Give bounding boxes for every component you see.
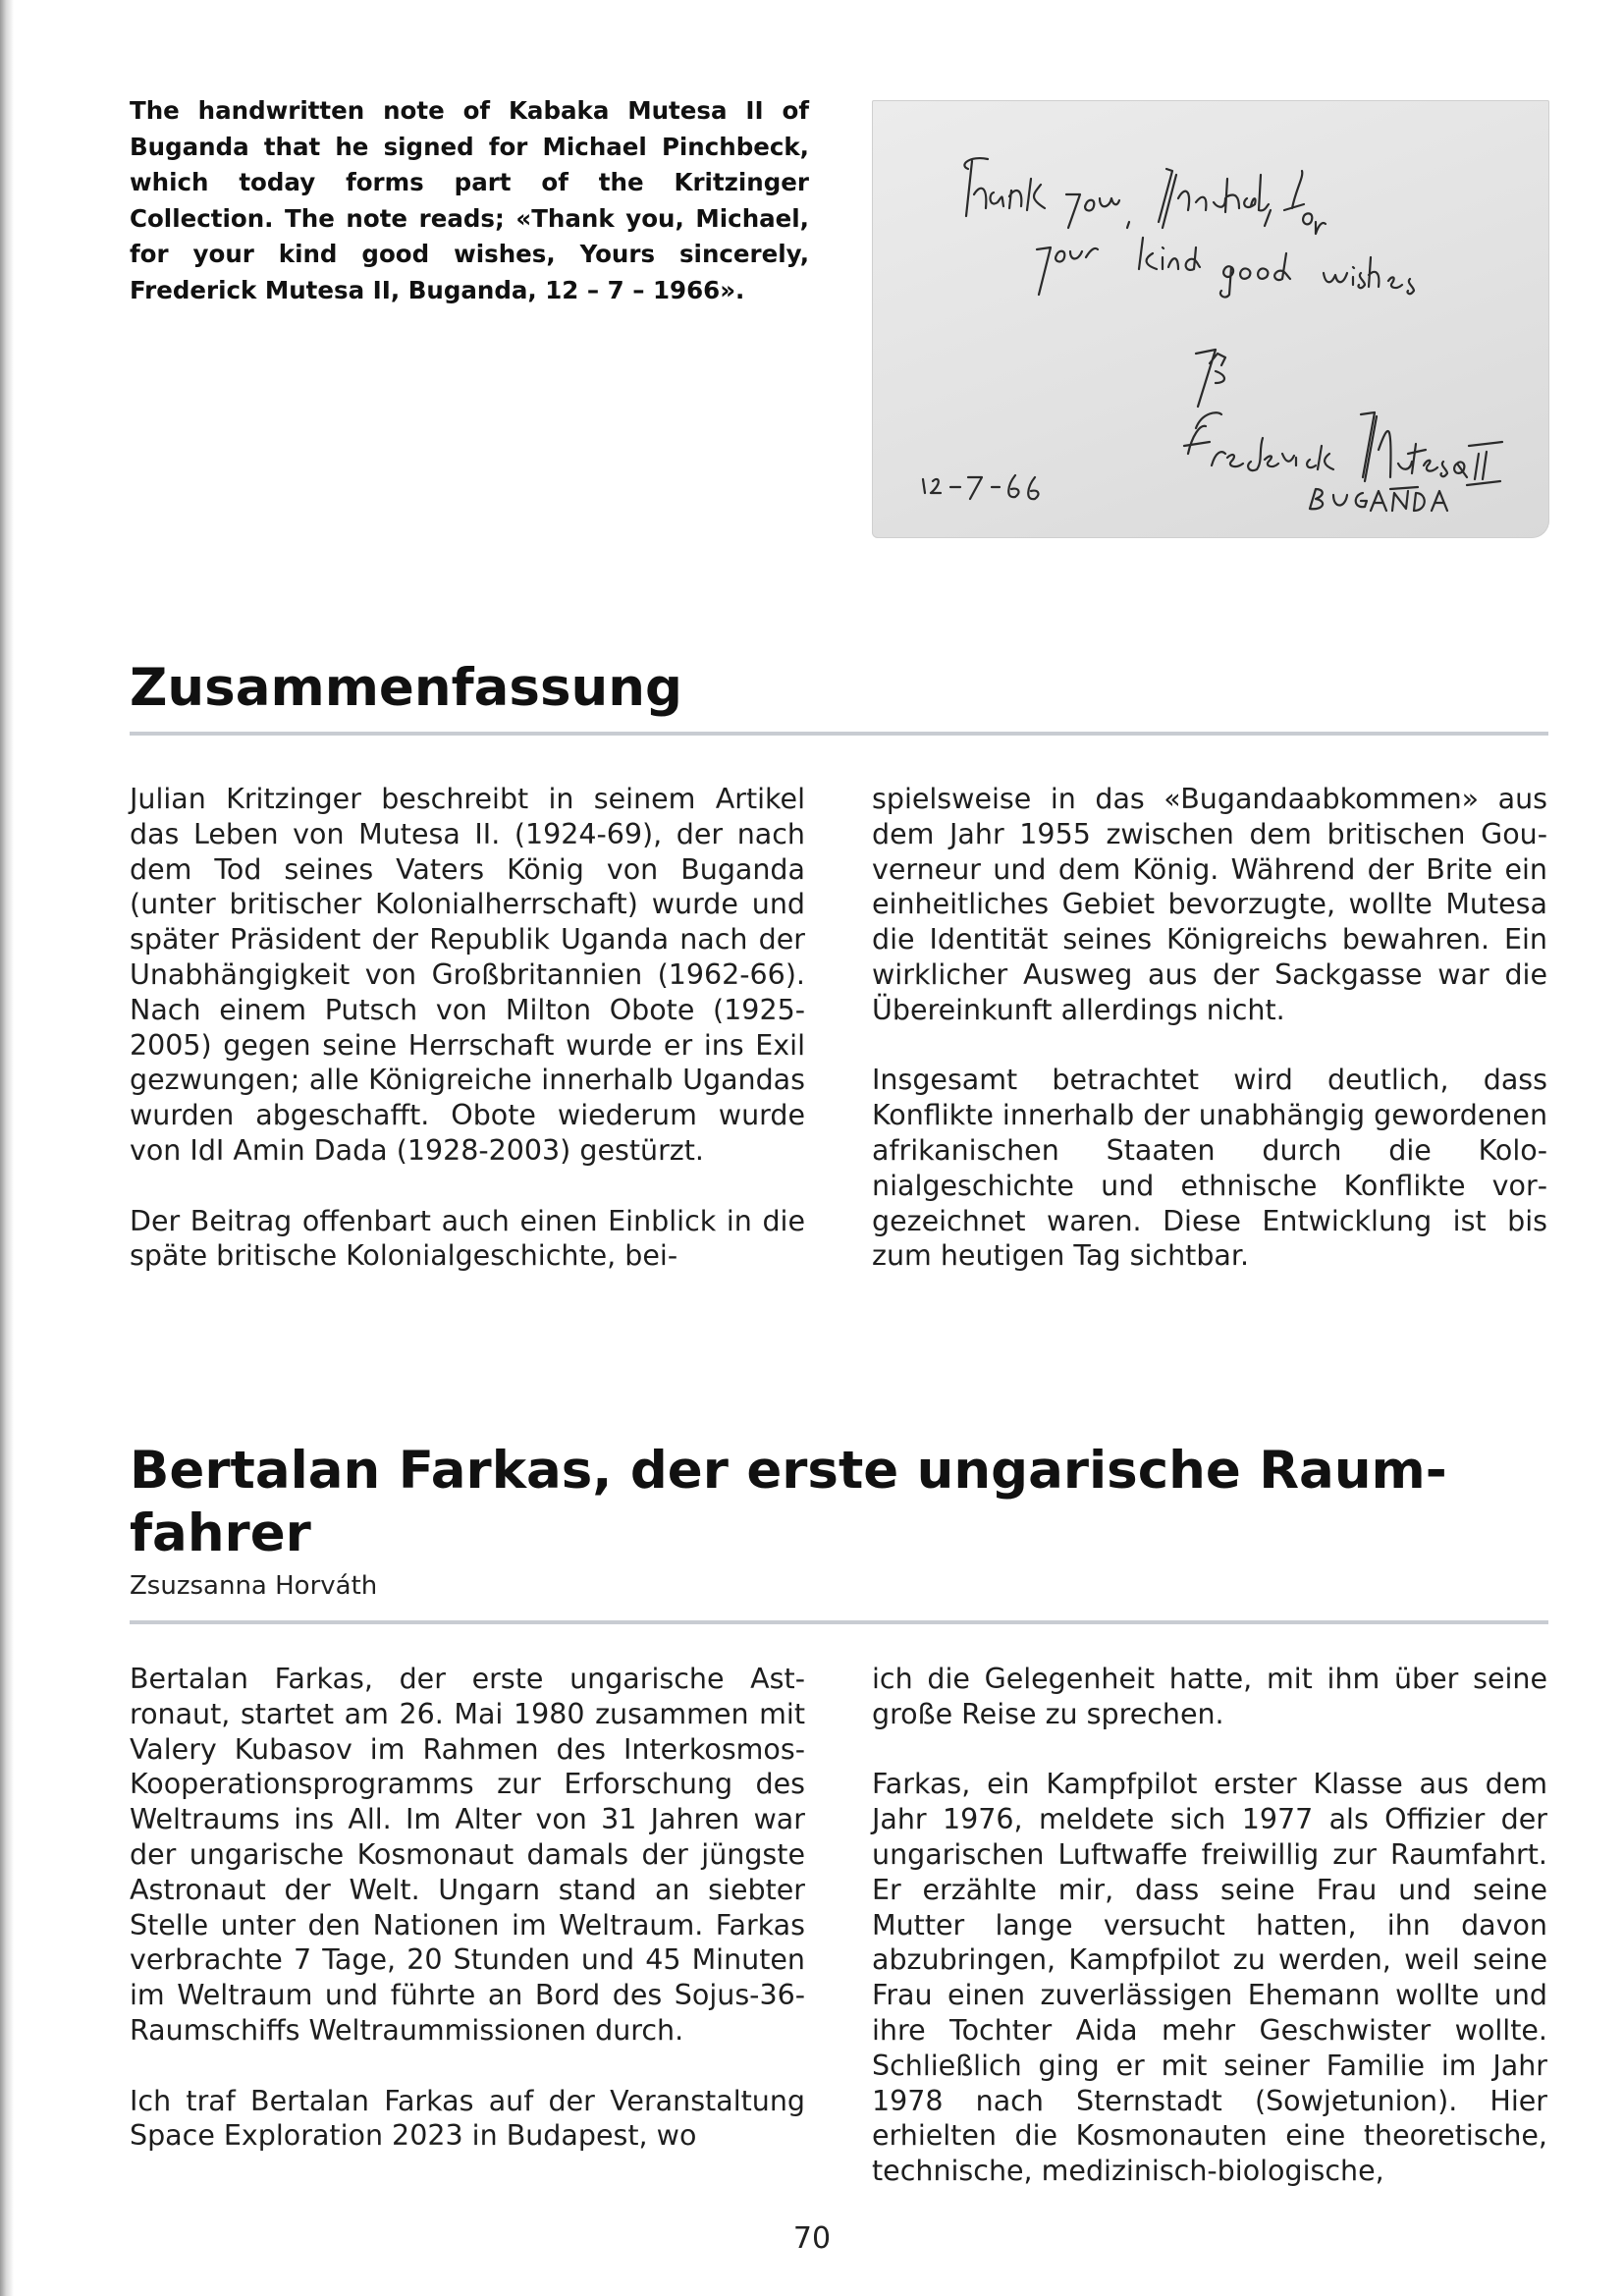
- photo-caption: The handwritten note of Kabaka Mutesa II of Buganda that he signed for Michael Pinchbeck, which today forms part of the Kritzinger Collection. The note reads; «Thank you, Michael, for your kind good wishes, Yours sincerely, Frederick Mutesa II, Buganda, 12 – 7 – 1966».: [130, 96, 809, 304]
- paragraph: Farkas, ein Kampfpilot erster Klasse aus dem Jahr 1976, meldete sich 1977 als Offizier der ungarischen Luftwaffe freiwillig zur Raumfahrt. Er erzählte mir, dass seine Frau und seine Mutter lange versucht hatten, ihn davon abzubringen, Kampfpilot zu werden, weil seine Frau einen zuverlässigen Ehemann wollte und ihre Tochter Aida mehr Geschwister wollte. Schließlich ging er mit seiner Familie im Jahr 1978 nach Sternstadt (Sowjetunion). Hier erhielten die Kosmonauten eine theoretische, technische, medizinisch-biologische,: [872, 1768, 1547, 2188]
- paragraph: Julian Kritzinger beschreibt in seinem Artikel das Leben von Mutesa II. (1924-69), der nach dem Tod seines Vaters König von Buganda (unter britischer Kolonialherrschaft) wurde und später Präsident der Republik Uganda nach der Unabhängigkeit von Großbritannien (1962-66). Nach einem Putsch von Milton Obote (1925-2005) gegen seine Herrschaft wurde er ins Exil gezwungen; alle Königreiche innerhalb Ugandas wurden abgeschafft. Obote wiederum wurde von IdI Amin Dada (1928-2003) gestürzt.: [130, 783, 805, 1167]
- handwriting-drawing: [872, 100, 1549, 538]
- summary-column-right: [872, 782, 1547, 1274]
- paragraph: Der Beitrag offenbart auch einen Einblick in die späte britische Kolonialgeschichte, bei-: [130, 1204, 805, 1273]
- paragraph: ich die Gelegenheit hatte, mit ihm über seine große Reise zu sprechen.: [872, 1663, 1547, 1730]
- page-number: 70: [792, 2221, 832, 2256]
- paragraph: Ich traf Bertalan Farkas auf der Veranstaltung Space Exploration 2023 in Budapest, wo: [130, 2084, 805, 2153]
- handwritten-note-image: [872, 100, 1549, 538]
- article-column-left: [130, 1662, 805, 2154]
- article-title: Bertalan Farkas, der erste ungarische Raumfahrer: [130, 1441, 1447, 1563]
- summary-column-left: [130, 782, 805, 1274]
- section-heading-zusammenfassung: Zusammenfassung: [130, 658, 682, 718]
- paragraph: spielsweise in das «Bugandaabkommen» aus dem Jahr 1955 zwischen dem britischen Gouverneur und dem König. Während der Brite ein einheitliches Gebiet bevorzugte, wollte Mutesa die Identität seines Königreichs bewahren. Ein wirklicher Ausweg aus der Sackgasse war die Übereinkunft allerdings nicht.: [872, 783, 1547, 1026]
- article-author: Zsuzsanna Horváth: [130, 1571, 378, 1601]
- paragraph: Bertalan Farkas, der erste ungarische Astronaut, startet am 26. Mai 1980 zusammen mit Valery Kubasov im Rahmen des Interkosmos-Kooperationsprogramms zur Erforschung des Weltraums ins All. Im Alter von 31 Jahren war der ungarische Kosmonaut damals der jüngste Astronaut der Welt. Ungarn stand an siebter Stelle unter den Nationen im Weltraum. Farkas verbrachte 7 Tage, 20 Stunden und 45 Minuten im Weltraum und führte an Bord des Sojus-36-Raumschiffs Weltraummissionen durch.: [130, 1663, 805, 2047]
- heading-underline: [130, 1620, 1548, 1624]
- heading-underline: [130, 732, 1548, 736]
- article-column-right: [872, 1662, 1547, 2189]
- page-edge-shadow: [0, 0, 14, 2296]
- paragraph: Insgesamt betrachtet wird deutlich, dass Konflikte innerhalb der unabhängig gewordenen afrikanischen Staaten durch die Kolonialgeschichte und ethnische Konflikte vorgezeichnet waren. Diese Entwicklung ist bis zum heutigen Tag sichtbar.: [872, 1064, 1548, 1273]
